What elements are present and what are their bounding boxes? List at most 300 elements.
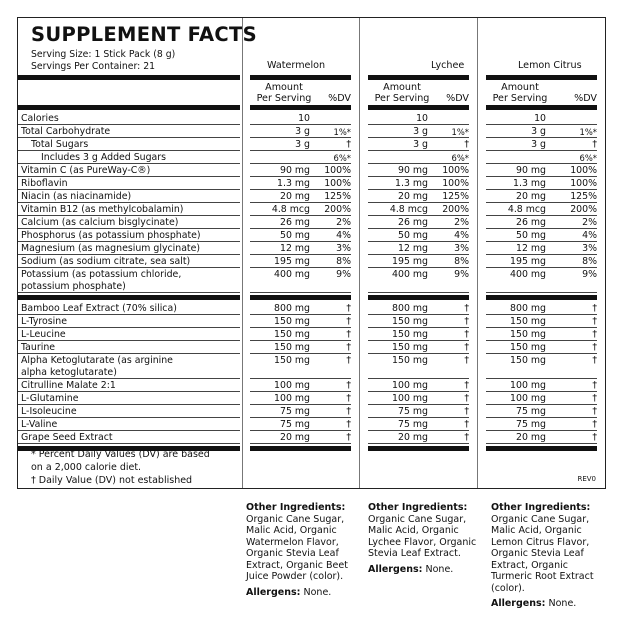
amount-value: 1.3 mg	[395, 178, 428, 189]
table-row	[368, 138, 469, 151]
amount-value: 12 mg	[516, 243, 546, 254]
allergens-value: None.	[548, 598, 577, 609]
dv-value: 3%	[454, 243, 469, 254]
amount-value: 400 mg	[274, 269, 310, 280]
amount-value: 150 mg	[392, 355, 428, 366]
amount-value: 150 mg	[274, 329, 310, 340]
dv-value: 2%	[454, 217, 469, 228]
table-row	[486, 151, 597, 164]
amount-value: 100 mg	[392, 380, 428, 391]
section-bar	[486, 446, 597, 451]
dv-value: †	[464, 406, 469, 417]
table-row	[18, 431, 240, 444]
dv-value: †	[464, 432, 469, 443]
dv-value: †	[592, 303, 597, 314]
table-row	[368, 354, 469, 379]
amount-value: 12 mg	[398, 243, 428, 254]
nutrient-label: Calories	[21, 113, 59, 124]
column-divider	[242, 18, 243, 488]
amount-value: 50 mg	[280, 230, 310, 241]
panel-title: SUPPLEMENT FACTS	[31, 23, 257, 46]
table-row	[18, 268, 240, 293]
amount-value: 150 mg	[510, 316, 546, 327]
amount-value: 195 mg	[274, 256, 310, 267]
amount-value: 20 mg	[398, 432, 428, 443]
nutrient-label: Calcium (as calcium bisglycinate)	[21, 217, 179, 228]
dv-value: 100%	[442, 165, 469, 176]
amount-value: 150 mg	[510, 355, 546, 366]
table-row	[486, 268, 597, 293]
amount-value: 195 mg	[392, 256, 428, 267]
dv-value: 100%	[570, 178, 597, 189]
table-row	[486, 216, 597, 229]
amount-value: 75 mg	[516, 406, 546, 417]
table-row	[250, 315, 351, 328]
nutrient-label: Riboflavin	[21, 178, 68, 189]
table-row	[368, 177, 469, 190]
amount-value: 10	[534, 113, 546, 124]
dv-value: †	[592, 139, 597, 150]
table-row	[486, 125, 597, 138]
amount-value: 100 mg	[392, 393, 428, 404]
table-row	[250, 431, 351, 444]
section-bar	[250, 295, 351, 300]
dv-value: 200%	[442, 204, 469, 215]
per-serving-header-line: Per Serving	[256, 93, 312, 104]
table-row	[368, 341, 469, 354]
other-ingredients-heading: Other Ingredients:	[246, 502, 346, 513]
nutrient-label: Phosphorus (as potassium phosphate)	[21, 230, 201, 241]
nutrient-label: Taurine	[21, 342, 56, 353]
table-row	[18, 216, 240, 229]
amount-value: 150 mg	[274, 342, 310, 353]
amount-value: 20 mg	[516, 191, 546, 202]
table-row	[250, 229, 351, 242]
table-row	[368, 216, 469, 229]
table-row	[18, 255, 240, 268]
dv-value: †	[346, 342, 351, 353]
dv-value: †	[464, 329, 469, 340]
dv-value: †	[592, 329, 597, 340]
allergens-label: Allergens:	[491, 598, 546, 609]
table-row	[250, 379, 351, 392]
amount-value: 20 mg	[516, 432, 546, 443]
dv-value: 100%	[324, 178, 351, 189]
column-divider	[359, 18, 360, 488]
table-row	[250, 164, 351, 177]
nutrient-label: Alpha Ketoglutarate (as arginine alpha ketoglutarate)	[21, 355, 173, 378]
footnote-dv-not-established: † Daily Value (DV) not established	[31, 475, 193, 486]
table-row	[250, 418, 351, 431]
table-row	[250, 242, 351, 255]
amount-value: 150 mg	[274, 355, 310, 366]
dv-value: †	[592, 380, 597, 391]
amount-value: 75 mg	[280, 419, 310, 430]
table-row	[250, 190, 351, 203]
dv-value: †	[592, 316, 597, 327]
amount-value: 50 mg	[516, 230, 546, 241]
dv-value: 8%	[454, 256, 469, 267]
table-row	[18, 190, 240, 203]
table-row	[486, 242, 597, 255]
dv-value: 3%	[582, 243, 597, 254]
table-row	[368, 418, 469, 431]
table-row	[368, 229, 469, 242]
dv-value: 9%	[336, 269, 351, 280]
amount-value: 400 mg	[392, 269, 428, 280]
table-row	[368, 112, 469, 125]
amount-value: 150 mg	[392, 342, 428, 353]
allergens-label: Allergens:	[368, 563, 423, 575]
table-row	[368, 392, 469, 405]
table-row	[368, 302, 469, 315]
nutrient-label: Potassium (as potassium chloride, potassium phosphate)	[21, 269, 182, 292]
table-row	[18, 125, 240, 138]
dv-value: †	[464, 355, 469, 366]
dv-value: †	[592, 432, 597, 443]
dv-value: †	[464, 380, 469, 391]
table-row	[486, 164, 597, 177]
dv-header: %DV	[328, 93, 351, 104]
allergens-value: None.	[303, 586, 332, 598]
table-row	[250, 341, 351, 354]
dv-value: †	[346, 329, 351, 340]
table-row	[250, 112, 351, 125]
dv-value: †	[346, 316, 351, 327]
table-row	[18, 138, 240, 151]
amount-value: 3 g	[531, 139, 546, 150]
dv-value: †	[346, 406, 351, 417]
table-row	[486, 255, 597, 268]
amount-value: 20 mg	[398, 191, 428, 202]
table-row	[486, 418, 597, 431]
nutrient-label: Grape Seed Extract	[21, 432, 113, 443]
nutrient-label: L-Leucine	[21, 329, 66, 340]
table-row	[486, 405, 597, 418]
amount-header-line: Amount	[265, 82, 303, 93]
amount-value: 50 mg	[398, 230, 428, 241]
table-row	[250, 216, 351, 229]
dv-value: †	[464, 303, 469, 314]
table-row	[486, 190, 597, 203]
table-row	[250, 125, 351, 138]
amount-value: 1.3 mg	[277, 178, 310, 189]
amount-per-serving-header	[368, 82, 436, 104]
amount-value: 26 mg	[516, 217, 546, 228]
dv-value: †	[592, 419, 597, 430]
table-row	[368, 164, 469, 177]
flavor-lychee: Lychee	[431, 60, 465, 71]
nutrient-label: Niacin (as niacinamide)	[21, 191, 132, 202]
section-bar	[486, 105, 597, 110]
dv-value: 9%	[582, 269, 597, 280]
dv-value: 3%	[336, 243, 351, 254]
table-row	[486, 341, 597, 354]
nutrient-label: Bamboo Leaf Extract (70% silica)	[21, 303, 177, 314]
table-row	[368, 379, 469, 392]
table-row	[18, 203, 240, 216]
table-row	[368, 328, 469, 341]
table-row	[18, 328, 240, 341]
table-row	[18, 177, 240, 190]
per-serving-header-line: Per Serving	[374, 93, 430, 104]
table-row	[250, 268, 351, 293]
section-bar	[368, 295, 469, 300]
amount-value: 90 mg	[398, 165, 428, 176]
table-row	[486, 431, 597, 444]
other-ingredients-lychee	[368, 502, 483, 575]
table-row	[368, 203, 469, 216]
other-ingredients-lemon-citrus	[491, 502, 606, 610]
table-row	[250, 177, 351, 190]
table-row	[368, 190, 469, 203]
column-divider	[477, 18, 478, 488]
table-row	[18, 341, 240, 354]
table-row	[250, 392, 351, 405]
supplement-facts-panel	[17, 17, 606, 489]
other-ingredients-text: Organic Cane Sugar, Malic Acid, Organic Watermelon Flavor, Organic Stevia Leaf Extract, Organic Beet Juice Powder (color).	[246, 513, 348, 582]
amount-value: 75 mg	[398, 419, 428, 430]
table-row	[250, 405, 351, 418]
table-row	[18, 392, 240, 405]
table-row	[18, 315, 240, 328]
table-row	[18, 302, 240, 315]
table-row	[250, 328, 351, 341]
amount-value: 1.3 mg	[513, 178, 546, 189]
table-row	[368, 268, 469, 293]
amount-header-line: Amount	[383, 82, 421, 93]
amount-value: 150 mg	[510, 329, 546, 340]
amount-value: 75 mg	[516, 419, 546, 430]
dv-header: %DV	[574, 93, 597, 104]
table-row	[486, 354, 597, 379]
dv-value: 4%	[336, 230, 351, 241]
other-ingredients-text: Organic Cane Sugar, Malic Acid, Organic Lychee Flavor, Organic Stevia Leaf Extract.	[368, 513, 477, 559]
flavor-watermelon: Watermelon	[267, 60, 326, 71]
table-row	[18, 229, 240, 242]
amount-value: 150 mg	[274, 316, 310, 327]
amount-value: 20 mg	[280, 432, 310, 443]
section-bar	[368, 446, 469, 451]
allergens-line	[246, 587, 361, 599]
servings-per-container: Servings Per Container: 21	[31, 61, 156, 72]
section-bar	[18, 295, 240, 300]
section-bar	[486, 295, 597, 300]
amount-value: 100 mg	[274, 380, 310, 391]
amount-value: 400 mg	[510, 269, 546, 280]
dv-value: †	[464, 139, 469, 150]
other-ingredients-text: Organic Cane Sugar, Malic Acid, Organic Lemon Citrus Flavor, Organic Stevia Leaf Extract, Organic Turmeric Root Extract (color).	[491, 513, 594, 594]
amount-value: 100 mg	[510, 380, 546, 391]
amount-value: 800 mg	[274, 303, 310, 314]
table-row	[18, 354, 240, 379]
table-row	[18, 418, 240, 431]
table-row	[368, 242, 469, 255]
amount-value: 4.8 mcg	[507, 204, 546, 215]
table-row	[250, 138, 351, 151]
nutrient-label: L-Valine	[21, 419, 58, 430]
revision-code: REV0	[577, 475, 596, 483]
dv-value: †	[346, 419, 351, 430]
nutrient-label: L-Tyrosine	[21, 316, 67, 327]
table-row	[486, 328, 597, 341]
nutrient-label: Sodium (as sodium citrate, sea salt)	[21, 256, 191, 267]
section-bar	[250, 446, 351, 451]
table-row	[486, 203, 597, 216]
dv-header: %DV	[446, 93, 469, 104]
other-ingredients-watermelon	[246, 502, 361, 598]
dv-value: †	[346, 393, 351, 404]
dv-value: 4%	[582, 230, 597, 241]
table-row	[250, 354, 351, 379]
amount-value: 150 mg	[392, 329, 428, 340]
amount-value: 100 mg	[274, 393, 310, 404]
amount-value: 3 g	[531, 126, 546, 137]
nutrient-label: Vitamin B12 (as methylcobalamin)	[21, 204, 184, 215]
amount-value: 150 mg	[392, 316, 428, 327]
other-ingredients-heading: Other Ingredients:	[368, 502, 468, 513]
dv-value: †	[464, 316, 469, 327]
amount-value: 10	[298, 113, 310, 124]
section-bar	[18, 75, 240, 80]
amount-per-serving-header	[250, 82, 318, 104]
amount-value: 195 mg	[510, 256, 546, 267]
allergens-line	[491, 598, 606, 610]
nutrient-label: Total Sugars	[31, 139, 89, 150]
amount-value: 100 mg	[510, 393, 546, 404]
table-row	[486, 229, 597, 242]
footnote-calorie-diet: on a 2,000 calorie diet.	[31, 462, 142, 473]
amount-value: 3 g	[413, 139, 428, 150]
table-row	[250, 203, 351, 216]
other-ingredients-heading: Other Ingredients:	[491, 502, 591, 513]
dv-value: 6%*	[333, 153, 351, 163]
dv-value: †	[346, 432, 351, 443]
table-row	[250, 151, 351, 164]
table-row	[18, 151, 240, 164]
dv-value: †	[346, 355, 351, 366]
amount-value: 12 mg	[280, 243, 310, 254]
table-row	[486, 112, 597, 125]
amount-value: 3 g	[295, 126, 310, 137]
section-bar	[250, 105, 351, 110]
amount-value: 26 mg	[398, 217, 428, 228]
nutrient-label: Total Carbohydrate	[21, 126, 111, 137]
section-bar	[18, 105, 240, 110]
allergens-label: Allergens:	[246, 586, 301, 598]
dv-value: †	[592, 393, 597, 404]
dv-value: 6%*	[579, 153, 597, 163]
dv-value: 6%*	[451, 153, 469, 163]
amount-value: 3 g	[295, 139, 310, 150]
amount-value: 150 mg	[510, 342, 546, 353]
dv-value: 8%	[336, 256, 351, 267]
table-row	[486, 138, 597, 151]
amount-value: 3 g	[413, 126, 428, 137]
dv-value: 9%	[454, 269, 469, 280]
table-row	[368, 151, 469, 164]
dv-value: 2%	[582, 217, 597, 228]
dv-value: †	[346, 380, 351, 391]
table-row	[18, 379, 240, 392]
per-serving-header-line: Per Serving	[492, 93, 548, 104]
dv-value: †	[346, 139, 351, 150]
allergens-value: None.	[425, 563, 454, 575]
dv-value: 200%	[324, 204, 351, 215]
table-row	[368, 431, 469, 444]
dv-value: †	[464, 419, 469, 430]
amount-value: 26 mg	[280, 217, 310, 228]
table-row	[18, 164, 240, 177]
table-row	[368, 315, 469, 328]
dv-value: †	[592, 355, 597, 366]
nutrient-label: L-Isoleucine	[21, 406, 77, 417]
table-row	[368, 125, 469, 138]
dv-value: †	[592, 342, 597, 353]
nutrient-label: L-Glutamine	[21, 393, 79, 404]
dv-value: 2%	[336, 217, 351, 228]
dv-value: 100%	[442, 178, 469, 189]
dv-value: 1%*	[333, 127, 351, 137]
dv-value: †	[464, 393, 469, 404]
amount-value: 4.8 mcg	[271, 204, 310, 215]
section-bar	[486, 75, 597, 80]
amount-value: 4.8 mcg	[389, 204, 428, 215]
dv-value: 125%	[570, 191, 597, 202]
table-row	[368, 405, 469, 418]
serving-size: Serving Size: 1 Stick Pack (8 g)	[31, 49, 176, 60]
footnote-percent-dv: * Percent Daily Values (DV) are based	[31, 449, 210, 460]
table-row	[486, 177, 597, 190]
section-bar	[250, 75, 351, 80]
dv-value: †	[346, 303, 351, 314]
dv-value: 4%	[454, 230, 469, 241]
dv-value: †	[464, 342, 469, 353]
amount-value: 20 mg	[280, 191, 310, 202]
table-row	[18, 405, 240, 418]
amount-value: 800 mg	[510, 303, 546, 314]
table-row	[486, 315, 597, 328]
nutrient-label: Includes 3 g Added Sugars	[41, 152, 167, 163]
amount-value: 75 mg	[398, 406, 428, 417]
amount-header-line: Amount	[501, 82, 539, 93]
amount-value: 90 mg	[516, 165, 546, 176]
amount-value: 800 mg	[392, 303, 428, 314]
nutrient-label: Citrulline Malate 2:1	[21, 380, 116, 391]
amount-value: 75 mg	[280, 406, 310, 417]
table-row	[250, 302, 351, 315]
nutrient-label: Magnesium (as magnesium glycinate)	[21, 243, 201, 254]
table-row	[368, 255, 469, 268]
dv-value: 1%*	[451, 127, 469, 137]
table-row	[486, 379, 597, 392]
table-row	[486, 392, 597, 405]
table-row	[18, 112, 240, 125]
table-row	[486, 302, 597, 315]
amount-value: 90 mg	[280, 165, 310, 176]
dv-value: 8%	[582, 256, 597, 267]
amount-value: 10	[416, 113, 428, 124]
dv-value: †	[592, 406, 597, 417]
table-row	[250, 255, 351, 268]
nutrient-label: Vitamin C (as PureWay-C®)	[21, 165, 151, 176]
flavor-lemon-citrus: Lemon Citrus	[518, 60, 582, 71]
dv-value: 125%	[442, 191, 469, 202]
section-bar	[368, 75, 469, 80]
allergens-line	[368, 564, 483, 576]
dv-value: 200%	[570, 204, 597, 215]
amount-per-serving-header	[486, 82, 554, 104]
